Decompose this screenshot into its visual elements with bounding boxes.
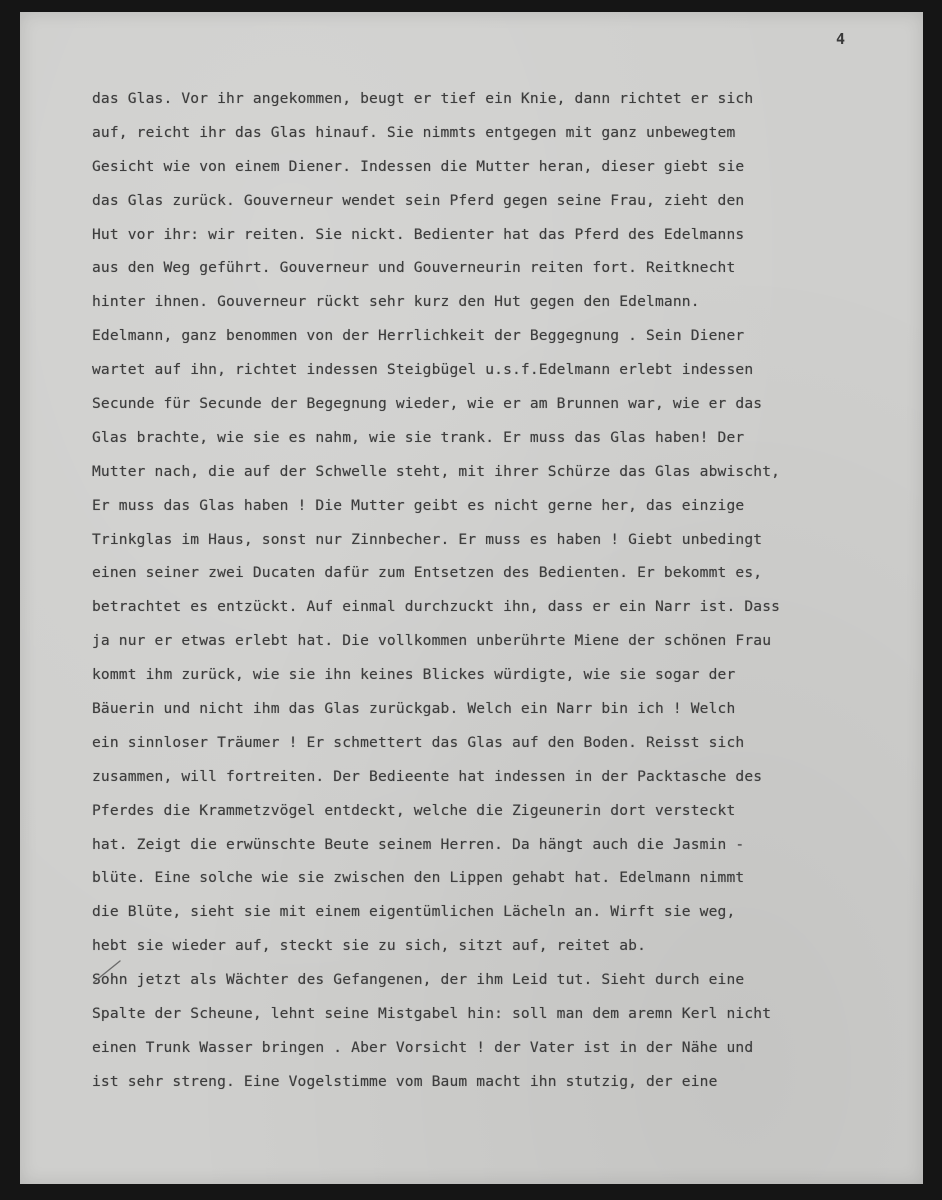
text-line: Mutter nach, die auf der Schwelle steht, mit ihrer Schürze das Glas abwischt, (92, 462, 781, 480)
text-line: das Glas. Vor ihr angekommen, beugt er tief ein Knie, dann richtet er sich (92, 90, 754, 107)
text-line: Er muss das Glas haben ! Die Mutter geibt es nicht gerne her, das einzige (92, 496, 745, 514)
page-number: 4 (835, 30, 845, 48)
text-line: blüte. Eine solche wie sie zwischen den Lippen gehabt hat. Edelmann nimmt (92, 869, 745, 887)
text-line: Gesicht wie von einem Diener. Indessen die Mutter heran, dieser giebt sie (92, 157, 745, 175)
text-line: das Glas zurück. Gouverneur wendet sein Pferd gegen seine Frau, zieht den (92, 191, 745, 209)
text-line: Sohn jetzt als Wächter des Gefangenen, der ihm Leid tut. Sieht durch eine (92, 971, 745, 989)
text-line: Bäuerin und nicht ihm das Glas zurückgab. Welch ein Narr bin ich ! Welch (92, 700, 736, 718)
text-line: wartet auf ihn, richtet indessen Steigbügel u.s.f.Edelmann erlebt indessen (92, 361, 754, 379)
text-line: Hut vor ihr: wir reiten. Sie nickt. Bedienter hat das Pferd des Edelmanns (92, 225, 745, 243)
text-line: Spalte der Scheune, lehnt seine Mistgabel hin: soll man dem aremn Kerl nicht (92, 1005, 772, 1023)
text-line: hinter ihnen. Gouverneur rückt sehr kurz den Hut gegen den Edelmann. (92, 293, 700, 311)
text-line: kommt ihm zurück, wie sie ihn keines Blickes würdigte, wie sie sogar der (92, 666, 736, 684)
text-line: hat. Zeigt die erwünschte Beute seinem Herren. Da hängt auch die Jasmin - (92, 835, 745, 853)
text-line: die Blüte, sieht sie mit einem eigentümlichen Lächeln an. Wirft sie weg, (92, 903, 736, 921)
text-line: ist sehr streng. Eine Vogelstimme vom Baum macht ihn stutzig, der eine (92, 1072, 718, 1090)
text-line: Edelmann, ganz benommen von der Herrlichkeit der Beggegnung . Sein Diener (92, 327, 745, 345)
text-line: ein sinnloser Träumer ! Er schmettert das Glas auf den Boden. Reisst sich (92, 733, 745, 751)
text-line: zusammen, will fortreiten. Der Bedieente hat indessen in der Packtasche des (92, 767, 763, 785)
pencil-stroke-icon (92, 958, 124, 984)
text-line: Trinkglas im Haus, sonst nur Zinnbecher. Er muss es haben ! Giebt unbedingt (92, 530, 763, 548)
text-line: einen seiner zwei Ducaten dafür zum Entsetzen des Bedienten. Er bekommt es, (92, 564, 763, 582)
text-line: einen Trunk Wasser bringen . Aber Vorsicht ! der Vater ist in der Nähe und (92, 1038, 754, 1056)
text-line: Glas brachte, wie sie es nahm, wie sie trank. Er muss das Glas haben! Der (92, 428, 745, 446)
text-line: aus den Weg geführt. Gouverneur und Gouverneurin reiten fort. Reitknecht (92, 259, 736, 277)
text-line: hebt sie wieder auf, steckt sie zu sich, sitzt auf, reitet ab. (92, 937, 647, 955)
text-line: Pferdes die Krammetzvögel entdeckt, welche die Zigeunerin dort versteckt (92, 801, 736, 819)
text-line: auf, reicht ihr das Glas hinauf. Sie nimmts entgegen mit ganz unbewegtem (92, 123, 736, 141)
text-line: ja nur er etwas erlebt hat. Die vollkommen unberührte Miene der schönen Frau (92, 632, 772, 650)
text-line: betrachtet es entzückt. Auf einmal durchzuckt ihn, dass er ein Narr ist. Dass (92, 598, 781, 616)
typescript-body (92, 82, 892, 1099)
text-line: Secunde für Secunde der Begegnung wieder, wie er am Brunnen war, wie er das (92, 395, 763, 413)
